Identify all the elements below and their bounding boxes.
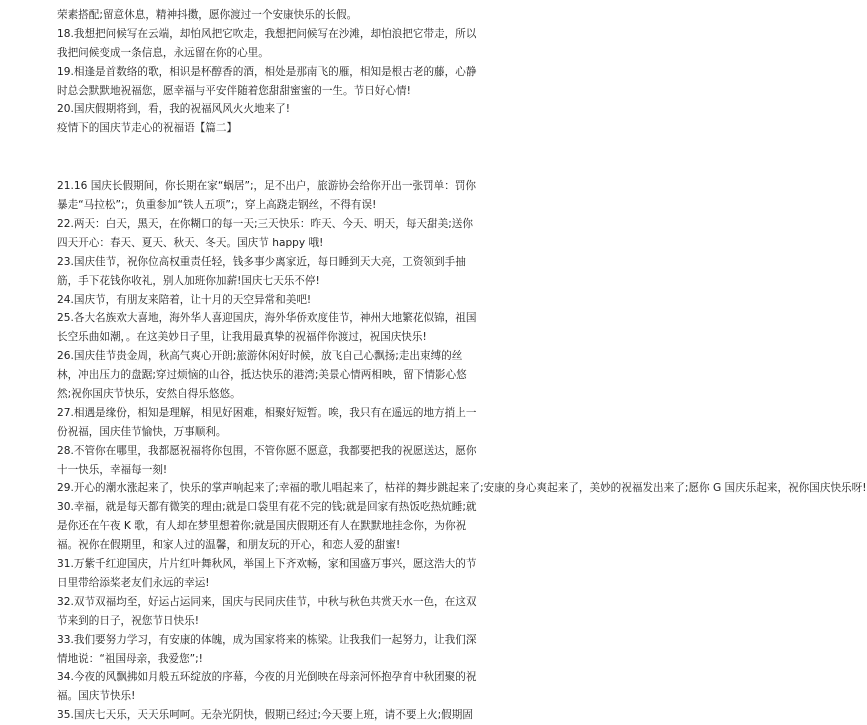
text-line: 林，冲出压力的盘踞;穿过烦恼的山谷，抵达快乐的港湾;美景心情两相映，留下情影心悠 (57, 369, 467, 382)
text-line: 32.双节双福均至，好运占运同来，国庆与民同庆佳节，中秋与秋色共赏天水一色，在这双 (57, 595, 477, 608)
text-line: 24.国庆节，有朋友来陪着，让十月的天空异常和美吧! (57, 293, 312, 306)
text-line: 福。祝你在假期里，和家人过的温馨，和朋友玩的开心，和恋人爱的甜蜜! (57, 539, 401, 552)
text-line: 20.国庆假期将到，看，我的祝福风风火火地来了! (57, 103, 290, 116)
blank-space (57, 138, 457, 177)
text-line: 份祝福，国庆佳节愉快，万事顺利。 (57, 425, 227, 438)
text-line: 四天开心：春天、夏天、秋天、冬天。国庆节 happy 哦! (57, 236, 324, 249)
text-line: 33.我们要努力学习，有安康的体魄，成为国家将来的栋梁。让我我们一起努力，让我们深 (57, 633, 477, 646)
text-line: 节来到的日子，祝您节日快乐! (57, 614, 199, 627)
text-line: 我把问候变成一条信息，永远留在你的心里。 (57, 46, 269, 59)
text-line: 筋，手下花钱你收礼，别人加班你加薪!国庆七天乐不停! (57, 274, 320, 287)
text-line: 福。国庆节快乐! (57, 690, 136, 703)
text-line: 日里带给添桨老友们永远的幸运! (57, 576, 210, 589)
text-line: 然;祝你国庆节快乐，安然自得乐悠悠。 (57, 388, 241, 401)
document-content (57, 0, 867, 725)
text-line: 30.幸福，就是每天都有微笑的理由;就是口袋里有花不完的钱;就是回家有热饭吃热炕睡;就 (57, 501, 477, 514)
text-line: 31.万紫千红迎国庆，片片红叶舞秋风，举国上下齐欢畅，家和国盛万事兴，愿这浩大的节 (57, 558, 477, 571)
text-line: 28.不管你在哪里，我都愿祝福将你包围，不管你愿不愿意，我都要把我的祝愿送达，愿你 (57, 444, 477, 457)
text-line: 19.相逢是首数络的歌，相识是杯醇香的酒，相处是那南飞的雁，相知是根古老的藤，心静 (57, 65, 477, 78)
section-title: 疫情下的国庆节走心的祝福语【篇二】 (57, 122, 238, 135)
text-line: 27.相遇是缘份，相知是理解，相见好困难，相聚好短暂。唉，我只有在遥远的地方捎上一 (57, 406, 477, 419)
text-line: 是你还在午夜 K 歌，有人却在梦里想着你;就是国庆假期还有人在默默地挂念你，为你祝 (57, 520, 467, 533)
text-line: 26.国庆佳节贵金周，秋高气爽心开朗;旅游休闲好时候，放飞自己心飘扬;走出束缚的丝 (57, 350, 463, 363)
text-line: 34.今夜的风飘拂如月般五环绽放的序幕，今夜的月光倒映在母亲河怀抱孕育中秋团聚的祝 (57, 671, 477, 684)
text-line: 长空乐曲如潮，。在这美妙日子里，让我用最真挚的祝福伴你渡过，祝国庆快乐! (57, 331, 427, 344)
text-line: 22.两天：白天，黑天，在你糊口的每一天;三天快乐：昨天、今天、明天，每天甜美;送你 (57, 218, 473, 231)
text-line: 25.各大名族欢大喜地，海外华人喜迎国庆，海外华侨欢度佳节，神州大地繁花似锦，祖国 (57, 312, 477, 325)
text-line: 十一快乐，幸福每一刻! (57, 463, 168, 476)
text-line: 暴走“马拉松”;，负重参加“铁人五项”;，穿上高跷走钢丝，不得有误! (57, 199, 377, 212)
text-line: 荣素搭配;留意休息，精神抖擞，愿你渡过一个安康快乐的长假。 (57, 9, 358, 21)
text-line: 情地说：“祖国母亲，我爱您”;! (57, 652, 203, 665)
text-line: 35.国庆七天乐，天天乐呵呵。无杂光阴快，假期已经过;今天要上班，请不要上火;假期固 (57, 709, 473, 722)
text-line: 29.开心的潮水涨起来了，快乐的掌声响起来了;幸福的歌儿唱起来了，枯祥的舞步跳起来了;安康的身心爽起来了，美妙的祝福发出来了;愿你 G 国庆乐起来，祝你国庆快乐呀! (57, 482, 867, 495)
text-line: 18.我想把问候写在云端，却怕风把它吹走，我想把问候写在沙滩，却怕浪把它带走，所以 (57, 27, 477, 40)
text-line: 23.国庆佳节，祝你位高权重责任轻，钱多事少离家近，每日睡到天大亮，工资领到手抽 (57, 255, 466, 268)
text-line: 21.16 国庆长假期间，你长期在家“蜗居”;，足不出户，旅游协会给你开出一张罚单：罚你 (57, 180, 477, 193)
text-line: 时总会默默地祝福您，愿幸福与平安伴随着您甜甜蜜蜜的一生。节日好心情! (57, 84, 411, 97)
